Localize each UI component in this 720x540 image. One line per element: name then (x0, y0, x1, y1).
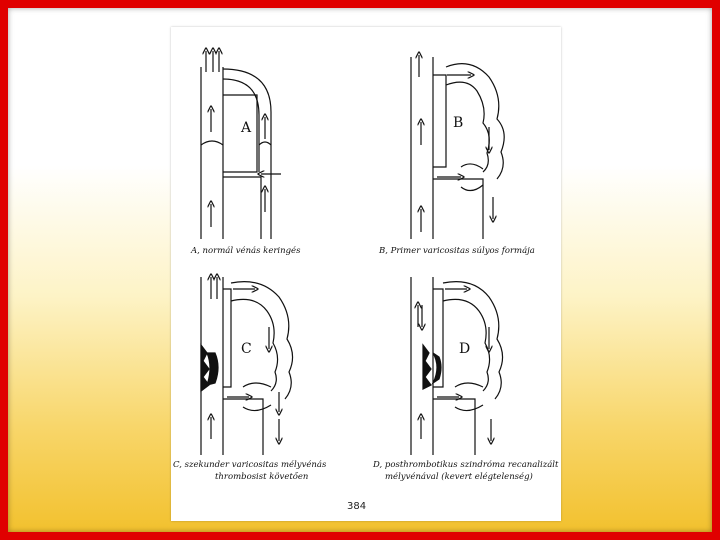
vein-diagrams (171, 27, 561, 521)
panel-d-letter: D (459, 341, 471, 357)
slide-background (8, 8, 712, 532)
panel-a-letter: A (241, 120, 252, 136)
panel-d-diagram (411, 277, 503, 455)
panel-d-caption-line2: mélyvénával (kevert elégtelenség) (385, 472, 533, 482)
panel-c-letter: C (241, 341, 252, 357)
panel-c-caption-line1: C, szekunder varicositas mélyvénás (173, 460, 327, 470)
panel-b-letter: B (453, 115, 464, 131)
panel-c-caption-line2: thrombosist követően (215, 472, 309, 482)
panel-c-diagram (201, 277, 293, 455)
scanned-page (171, 27, 561, 521)
panel-b-caption: B, Primer varicositas súlyos formája (379, 246, 535, 256)
panel-a-caption: A, normál vénás keringés (191, 246, 301, 256)
panel-d-caption-line1: D, posthrombotikus szindróma recanalizált (373, 460, 559, 470)
panel-b-diagram (411, 55, 504, 239)
panel-a-diagram (201, 51, 281, 239)
page-number: 384 (347, 501, 367, 512)
